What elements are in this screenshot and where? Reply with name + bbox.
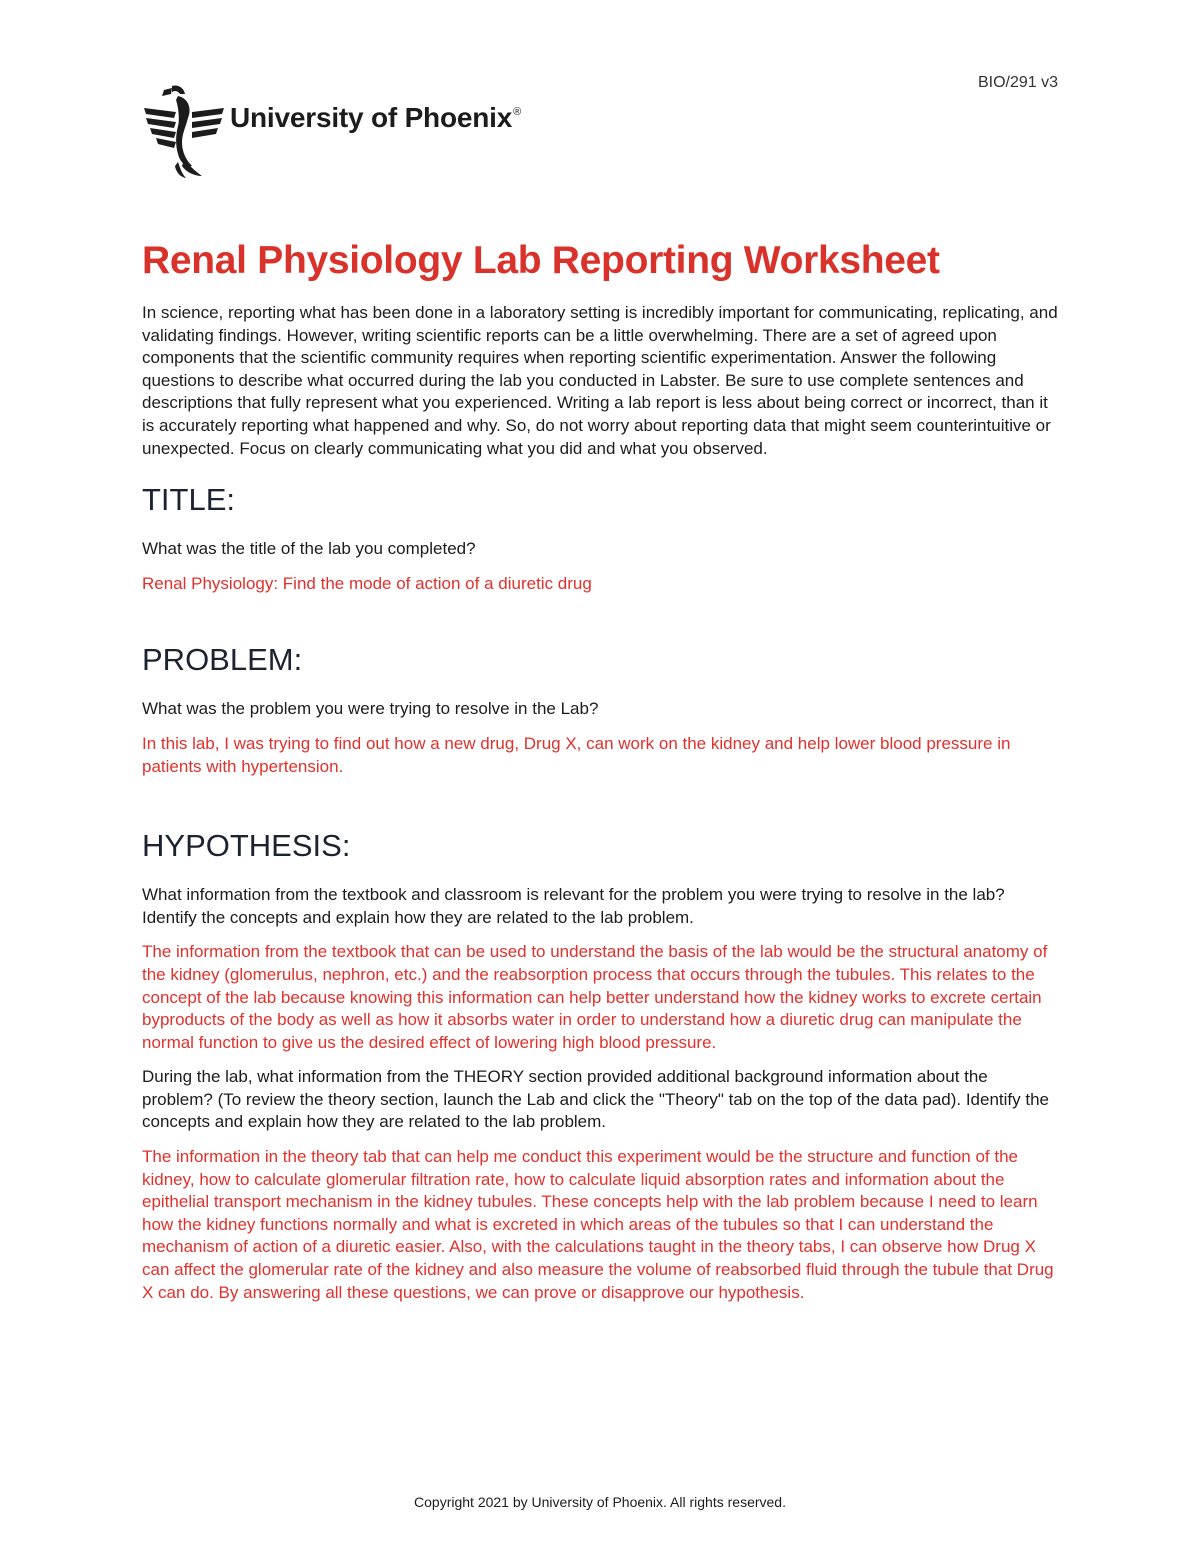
problem-answer: In this lab, I was trying to find out how a new drug, Drug X, can work on the kidney and help lower blood pressure in patients with hypertension. <box>142 733 1011 776</box>
university-logo <box>142 82 521 178</box>
hypothesis-question-2: During the lab, what information from the THEORY section provided additional background information about the problem? (To review the theory section, launch the Lab and click the "Theory" tab on the top of the data pad). Identify the concepts and explain how they are related to the lab problem. <box>142 1067 1050 1132</box>
page-title: Renal Physiology Lab Reporting Worksheet <box>142 239 940 282</box>
hypothesis-answer-2: The information in the theory tab that can help me conduct this experiment would be the structure and function of the kidney, how to calculate glomerular filtration rate, how to calculate liquid absorption rates and information about the epithelial transport mechanism in the kidney tubules. These concepts help with the lab problem because I need to learn how the kidney functions normally and what is excreted in which areas of the tubules so that I can understand the mechanism of action of a diuretic easier. Also, with the calculations taught in the theory tabs, I can observe how Drug X can affect the glomerular rate of the kidney and also measure the volume of reabsorbed fluid through the tubule that Drug X can do. By answering all these questions, we can prove or disapprove our hypothesis. <box>142 1147 1054 1302</box>
logo-wordmark <box>230 102 521 134</box>
title-question: What was the title of the lab you completed? <box>142 539 476 559</box>
phoenix-bird-icon <box>142 82 226 178</box>
copyright-footer: Copyright 2021 by University of Phoenix. All rights reserved. <box>414 1494 786 1510</box>
problem-heading: PROBLEM: <box>142 642 303 678</box>
title-answer: Renal Physiology: Find the mode of action of a diuretic drug <box>142 573 592 593</box>
hypothesis-answer-1: The information from the textbook that can be used to understand the basis of the lab would be the structural anatomy of the kidney (glomerulus, nephron, etc.) and the reabsorption process that occurs through the tubules. This relates to the concept of the lab because knowing this information can help better understand how the kidney works to excrete certain byproducts of the body as well as how it absorbs water in order to understand how a diuretic drug can manipulate the normal function to give us the desired effect of lowering high blood pressure. <box>142 942 1048 1052</box>
course-code: BIO/291 v3 <box>977 74 1058 91</box>
title-heading: TITLE: <box>142 482 236 518</box>
hypothesis-heading: HYPOTHESIS: <box>142 828 351 864</box>
registered-mark: ® <box>513 106 521 118</box>
intro-paragraph: In science, reporting what has been done in a laboratory setting is incredibly important for communicating, replicating, and validating findings. However, writing scientific reports can be a little overwhelming. There are a set of agreed upon components that the scientific community requires when reporting scientific experimentation. Answer the following questions to describe what occurred during the lab you conducted in Labster. Be sure to use complete sentences and descriptions that fully represent what you experienced. Writing a lab report is less about being correct or incorrect, than it is accurately reporting what happened and why. So, do not worry about reporting data that might seem counterintuitive or unexpected. Focus on clearly communicating what you did and what you observed. <box>142 303 1058 458</box>
worksheet-body <box>142 232 1058 1304</box>
logo-name: University of Phoenix <box>230 102 513 133</box>
problem-question: What was the problem you were trying to resolve in the Lab? <box>142 699 599 719</box>
hypothesis-question-1: What information from the textbook and classroom is relevant for the problem you were trying to resolve in the lab? Identify the concepts and explain how they are related to the lab problem. <box>142 885 1005 927</box>
